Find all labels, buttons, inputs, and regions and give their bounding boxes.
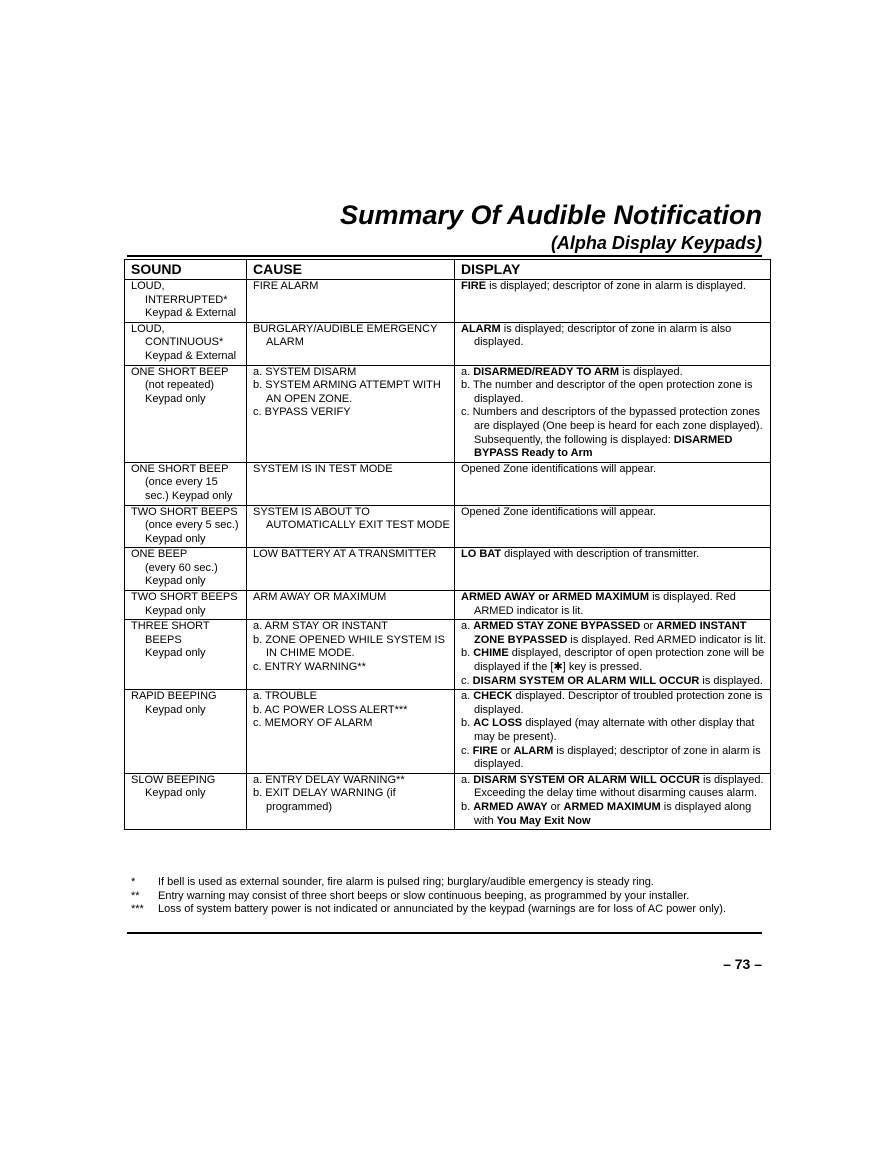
display-emphasis: DISARM SYSTEM OR ALARM WILL OCCUR xyxy=(473,773,700,786)
display-emphasis: ALARM xyxy=(513,744,554,757)
header-display: DISPLAY xyxy=(455,260,771,280)
cause-line: a. SYSTEM DISARM xyxy=(253,365,357,378)
sound-line: Keypad only xyxy=(145,787,206,800)
sound-line: THREE SHORT xyxy=(131,620,210,633)
cause-cell xyxy=(247,505,455,548)
cause-line: SYSTEM IS ABOUT TO AUTOMATICALLY EXIT TEST MODE xyxy=(253,505,450,532)
display-text: is displayed. Red ARMED indicator is lit. xyxy=(567,633,766,646)
table-row xyxy=(125,280,771,323)
display-text: b. xyxy=(461,717,474,730)
page-title: Summary Of Audible Notification xyxy=(339,200,762,230)
display-cell xyxy=(455,620,771,690)
display-cell xyxy=(455,365,771,462)
display-text: a. xyxy=(461,365,474,378)
sound-cell xyxy=(125,690,247,774)
sound-cell xyxy=(125,773,247,829)
display-text: displayed with description of transmitter. xyxy=(501,548,700,561)
sound-line: LOUD, xyxy=(131,280,165,292)
footnotes xyxy=(131,876,761,917)
display-emphasis: ALARM xyxy=(461,322,501,335)
display-text: displayed (may alternate with other display that may be present). xyxy=(474,717,755,743)
table-row xyxy=(125,462,771,505)
table-row xyxy=(125,505,771,548)
sound-line: RAPID BEEPING xyxy=(131,690,217,703)
cause-line: FIRE ALARM xyxy=(253,280,319,292)
cause-line: SYSTEM IS IN TEST MODE xyxy=(253,462,393,475)
display-line xyxy=(461,801,767,828)
display-text: c. xyxy=(461,674,473,687)
cause-line: a. ENTRY DELAY WARNING** xyxy=(253,773,405,786)
display-text: Opened Zone identifications will appear. xyxy=(461,462,657,475)
footnote-text: Entry warning may consist of three short beeps or slow continuous beeping, as programmed by your installer. xyxy=(158,889,690,902)
display-text: or xyxy=(547,800,564,813)
display-line xyxy=(461,675,767,689)
display-cell xyxy=(455,773,771,829)
page-number: – 73 – xyxy=(723,956,762,972)
display-text: displayed. Descriptor of troubled protection zone is displayed. xyxy=(474,690,763,716)
cause-cell xyxy=(247,690,455,774)
footnote-mark: ** xyxy=(131,889,140,902)
display-emphasis: DISARMED BYPASS Ready to Arm xyxy=(474,433,733,460)
display-text: is displayed. Red ARMED indicator is lit. xyxy=(474,591,736,617)
notification-table xyxy=(124,259,771,830)
table-row xyxy=(125,591,771,620)
cause-cell xyxy=(247,591,455,620)
table-row xyxy=(125,690,771,774)
cause-cell xyxy=(247,365,455,462)
sound-cell xyxy=(125,620,247,690)
display-emphasis: You May Exit Now xyxy=(496,814,591,827)
display-line xyxy=(461,506,767,520)
display-emphasis: ARMED STAY ZONE BYPASSED xyxy=(473,620,641,633)
sound-line: INTERRUPTED* xyxy=(145,293,228,306)
sound-line: BEEPS xyxy=(145,633,182,646)
cause-line: BURGLARY/AUDIBLE EMERGENCY ALARM xyxy=(253,322,438,349)
display-line xyxy=(461,280,767,294)
sound-line: Keypad only xyxy=(145,703,206,716)
display-text: is displayed. xyxy=(699,674,763,687)
sound-line: CONTINUOUS* xyxy=(145,336,224,349)
display-cell xyxy=(455,462,771,505)
table-row xyxy=(125,548,771,591)
sound-cell xyxy=(125,548,247,591)
table-body xyxy=(125,280,771,830)
sound-line: ONE BEEP xyxy=(131,548,188,561)
display-text: b. xyxy=(461,647,474,660)
sound-cell xyxy=(125,365,247,462)
display-line xyxy=(461,463,767,477)
display-text: is displayed; descriptor of zone in alarm is displayed. xyxy=(474,744,761,771)
display-text: is displayed; descriptor of zone in alarm is also displayed. xyxy=(474,322,732,349)
display-text: a. xyxy=(461,690,474,703)
sound-line: ONE SHORT BEEP xyxy=(131,365,229,378)
display-text: is displayed. xyxy=(619,365,683,378)
footnote xyxy=(131,890,761,904)
sound-line: Keypad only xyxy=(145,647,206,660)
display-emphasis: ARMED AWAY or ARMED MAXIMUM xyxy=(461,591,650,604)
footnote-text: If bell is used as external sounder, fire alarm is pulsed ring; burglary/audible emergency is steady ring. xyxy=(158,876,654,888)
display-text: c. xyxy=(461,744,473,757)
cause-cell xyxy=(247,620,455,690)
display-text: is displayed. Exceeding the delay time without disarming causes alarm. xyxy=(474,773,764,800)
display-emphasis: ARMED MAXIMUM xyxy=(563,800,661,813)
sound-line: Keypad only xyxy=(145,575,206,588)
cause-line: a. ARM STAY OR INSTANT xyxy=(253,620,388,633)
cause-line: b. AC POWER LOSS ALERT*** xyxy=(253,703,408,716)
display-emphasis: LO BAT xyxy=(461,548,502,561)
display-line xyxy=(461,774,767,801)
sound-line: Keypad & External xyxy=(145,307,237,320)
display-line xyxy=(461,548,767,562)
display-line xyxy=(461,591,767,618)
sound-line: Keypad & External xyxy=(145,349,237,362)
table-header-row xyxy=(125,260,771,280)
display-text: is displayed along with xyxy=(474,800,752,827)
sound-line: TWO SHORT BEEPS xyxy=(131,591,238,604)
display-line xyxy=(461,620,767,647)
sound-line: (once every 5 sec.) xyxy=(145,519,239,532)
header-sound: SOUND xyxy=(125,260,247,280)
sound-line: (once every 15 sec.) Keypad only xyxy=(145,476,233,502)
display-emphasis: ARMED AWAY xyxy=(473,800,548,813)
display-emphasis: AC LOSS xyxy=(473,717,523,730)
sound-cell xyxy=(125,505,247,548)
sound-line: SLOW BEEPING xyxy=(131,773,216,786)
cause-cell xyxy=(247,280,455,323)
table-row xyxy=(125,620,771,690)
display-line xyxy=(461,745,767,772)
top-rule xyxy=(127,255,762,257)
display-emphasis: CHECK xyxy=(473,690,513,703)
sound-line: Keypad only xyxy=(145,604,206,617)
table-row xyxy=(125,365,771,462)
footnote xyxy=(131,876,761,890)
sound-cell xyxy=(125,591,247,620)
display-text: a. xyxy=(461,620,474,633)
cause-line: c. ENTRY WARNING** xyxy=(253,661,366,674)
display-text: or xyxy=(497,744,514,757)
display-cell xyxy=(455,505,771,548)
table-row xyxy=(125,322,771,365)
display-line xyxy=(461,406,767,460)
display-cell xyxy=(455,591,771,620)
display-line xyxy=(461,379,767,406)
cause-cell xyxy=(247,773,455,829)
footnote-mark: * xyxy=(131,876,136,888)
display-cell xyxy=(455,322,771,365)
display-text: b. xyxy=(461,800,474,813)
page-subtitle: (Alpha Display Keypads) xyxy=(550,233,762,253)
display-line xyxy=(461,690,767,717)
header-cause: CAUSE xyxy=(247,260,455,280)
display-text: Opened Zone identifications will appear. xyxy=(461,505,657,518)
display-text: b. The number and descriptor of the open protection zone is displayed. xyxy=(461,379,753,405)
table-row xyxy=(125,773,771,829)
cause-line: b. EXIT DELAY WARNING (if programmed) xyxy=(253,787,396,813)
display-cell xyxy=(455,548,771,591)
display-line xyxy=(461,323,767,350)
cause-line: b. ZONE OPENED WHILE SYSTEM IS IN CHIME MODE. xyxy=(253,633,445,660)
display-text: or xyxy=(640,620,657,633)
display-line xyxy=(461,366,767,380)
display-line xyxy=(461,647,767,674)
display-text: c. Numbers and descriptors of the bypassed protection zones are displayed (One beep is heard for each zone displayed). Subsequently, the following is displayed: xyxy=(461,406,763,446)
display-emphasis: ARMED INSTANT ZONE BYPASSED xyxy=(474,620,747,646)
sound-line: Keypad only xyxy=(145,392,206,405)
display-text: displayed, descriptor of open protection zone will be displayed if the [✱] key is pressed. xyxy=(474,647,765,674)
sound-cell xyxy=(125,322,247,365)
footnote xyxy=(131,903,761,917)
display-text: is displayed; descriptor of zone in alarm is displayed. xyxy=(486,280,746,292)
display-emphasis: DISARM SYSTEM OR ALARM WILL OCCUR xyxy=(472,674,700,687)
sound-line: LOUD, xyxy=(131,322,165,335)
footnote-mark: *** xyxy=(131,903,144,916)
cause-cell xyxy=(247,462,455,505)
sound-line: (not repeated) xyxy=(145,379,215,392)
sound-line: (every 60 sec.) xyxy=(145,561,218,574)
cause-line: ARM AWAY OR MAXIMUM xyxy=(253,591,387,604)
cause-line: LOW BATTERY AT A TRANSMITTER xyxy=(253,548,437,561)
display-emphasis: FIRE xyxy=(461,280,487,292)
display-text: a. xyxy=(461,773,474,786)
cause-cell xyxy=(247,548,455,591)
cause-line: a. TROUBLE xyxy=(253,690,317,703)
display-line xyxy=(461,717,767,744)
display-cell xyxy=(455,690,771,774)
sound-line: Keypad only xyxy=(145,532,206,545)
display-emphasis: DISARMED/READY TO ARM xyxy=(473,365,620,378)
cause-line: c. MEMORY OF ALARM xyxy=(253,717,373,730)
cause-line: b. SYSTEM ARMING ATTEMPT WITH AN OPEN ZONE. xyxy=(253,379,441,405)
sound-line: ONE SHORT BEEP xyxy=(131,462,229,475)
sound-cell xyxy=(125,462,247,505)
display-emphasis: CHIME xyxy=(473,647,509,660)
bottom-rule xyxy=(127,932,762,934)
sound-line: TWO SHORT BEEPS xyxy=(131,505,238,518)
display-cell xyxy=(455,280,771,323)
cause-line: c. BYPASS VERIFY xyxy=(253,406,351,419)
cause-cell xyxy=(247,322,455,365)
sound-cell xyxy=(125,280,247,323)
footnote-text: Loss of system battery power is not indicated or annunciated by the keypad (warnings are for loss of AC power only). xyxy=(158,903,727,916)
display-emphasis: FIRE xyxy=(472,744,498,757)
